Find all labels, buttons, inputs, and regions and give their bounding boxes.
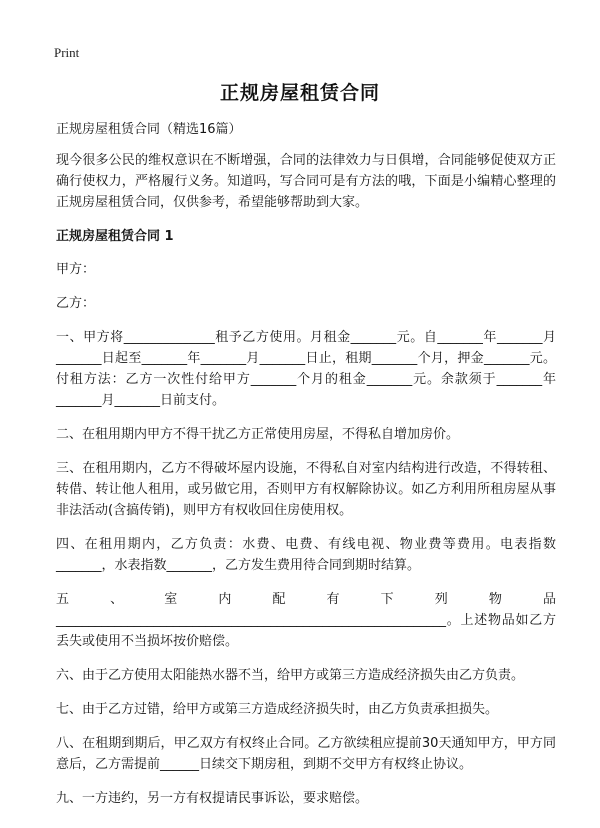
clause-7: 七、由于乙方过错，给甲方或第三方造成经济损失时，由乙方负责承担损失。: [56, 702, 499, 717]
clause-3: 三、在租用期内，乙方不得破坏屋内设施，不得私自对室内结构进行改造，不得转租、转借、转让他人租用，或另做它用，否则甲方有权解除协议。如乙方利用所租房屋从事非法活动(含搞传销)，则甲方有权收回住房使用权。: [56, 461, 556, 518]
party-a-line: 甲方：: [56, 262, 96, 277]
clause-8: 八、在租期到期后，甲乙双方有权终止合同。乙方欲续租应提前30天通知甲方，甲方同意后，乙方需提前______日续交下期房租，到期不交甲方有权终止协议。: [56, 736, 556, 772]
document-title: 正规房屋租赁合同: [219, 82, 380, 104]
clause-4: 四、在租用期内，乙方负责：水费、电费、有线电视、物业费等费用。电表指数_______，水表指数_______，乙方发生费用待合同到期时结算。: [56, 537, 556, 573]
clause-2: 二、在租用期内甲方不得干扰乙方正常使用房屋，不得私自增加房价。: [56, 427, 460, 442]
print-label: Print: [54, 45, 80, 60]
party-b-line: 乙方：: [56, 296, 96, 311]
clause-5: 五、室内配有下列物品____________________________________________________________。上述物品如乙方丢失或使用不当损坏按价赔偿。: [56, 592, 556, 649]
intro-paragraph: 现今很多公民的维权意识在不断增强，合同的法律效力与日俱增，合同能够促使双方正确行使权力，严格履行义务。知道吗，写合同可是有方法的哦，下面是小编精心整理的正规房屋租赁合同，仅供参考，希望能够帮助到大家。: [56, 153, 556, 210]
clause-9: 九、一方违约，另一方有权提请民事诉讼，要求赔偿。: [56, 791, 369, 806]
document-body: [56, 119, 556, 822]
section-title: 正规房屋租赁合同 1: [56, 229, 174, 244]
clause-6: 六、由于乙方使用太阳能热水器不当，给甲方或第三方造成经济损失由乙方负责。: [56, 668, 525, 683]
clause-1: 一、甲方将______________租予乙方使用。月租金_______元。自_______年_______月_______日起至_______年_______月_______日止，租期_______个月，押金_______元。付租方法：乙方一次性付给甲方_______个月的租金_______元。余款须于_______年_______月_______日前支付。: [56, 330, 556, 408]
document-subtitle: 正规房屋租赁合同（精选16篇）: [56, 122, 242, 137]
